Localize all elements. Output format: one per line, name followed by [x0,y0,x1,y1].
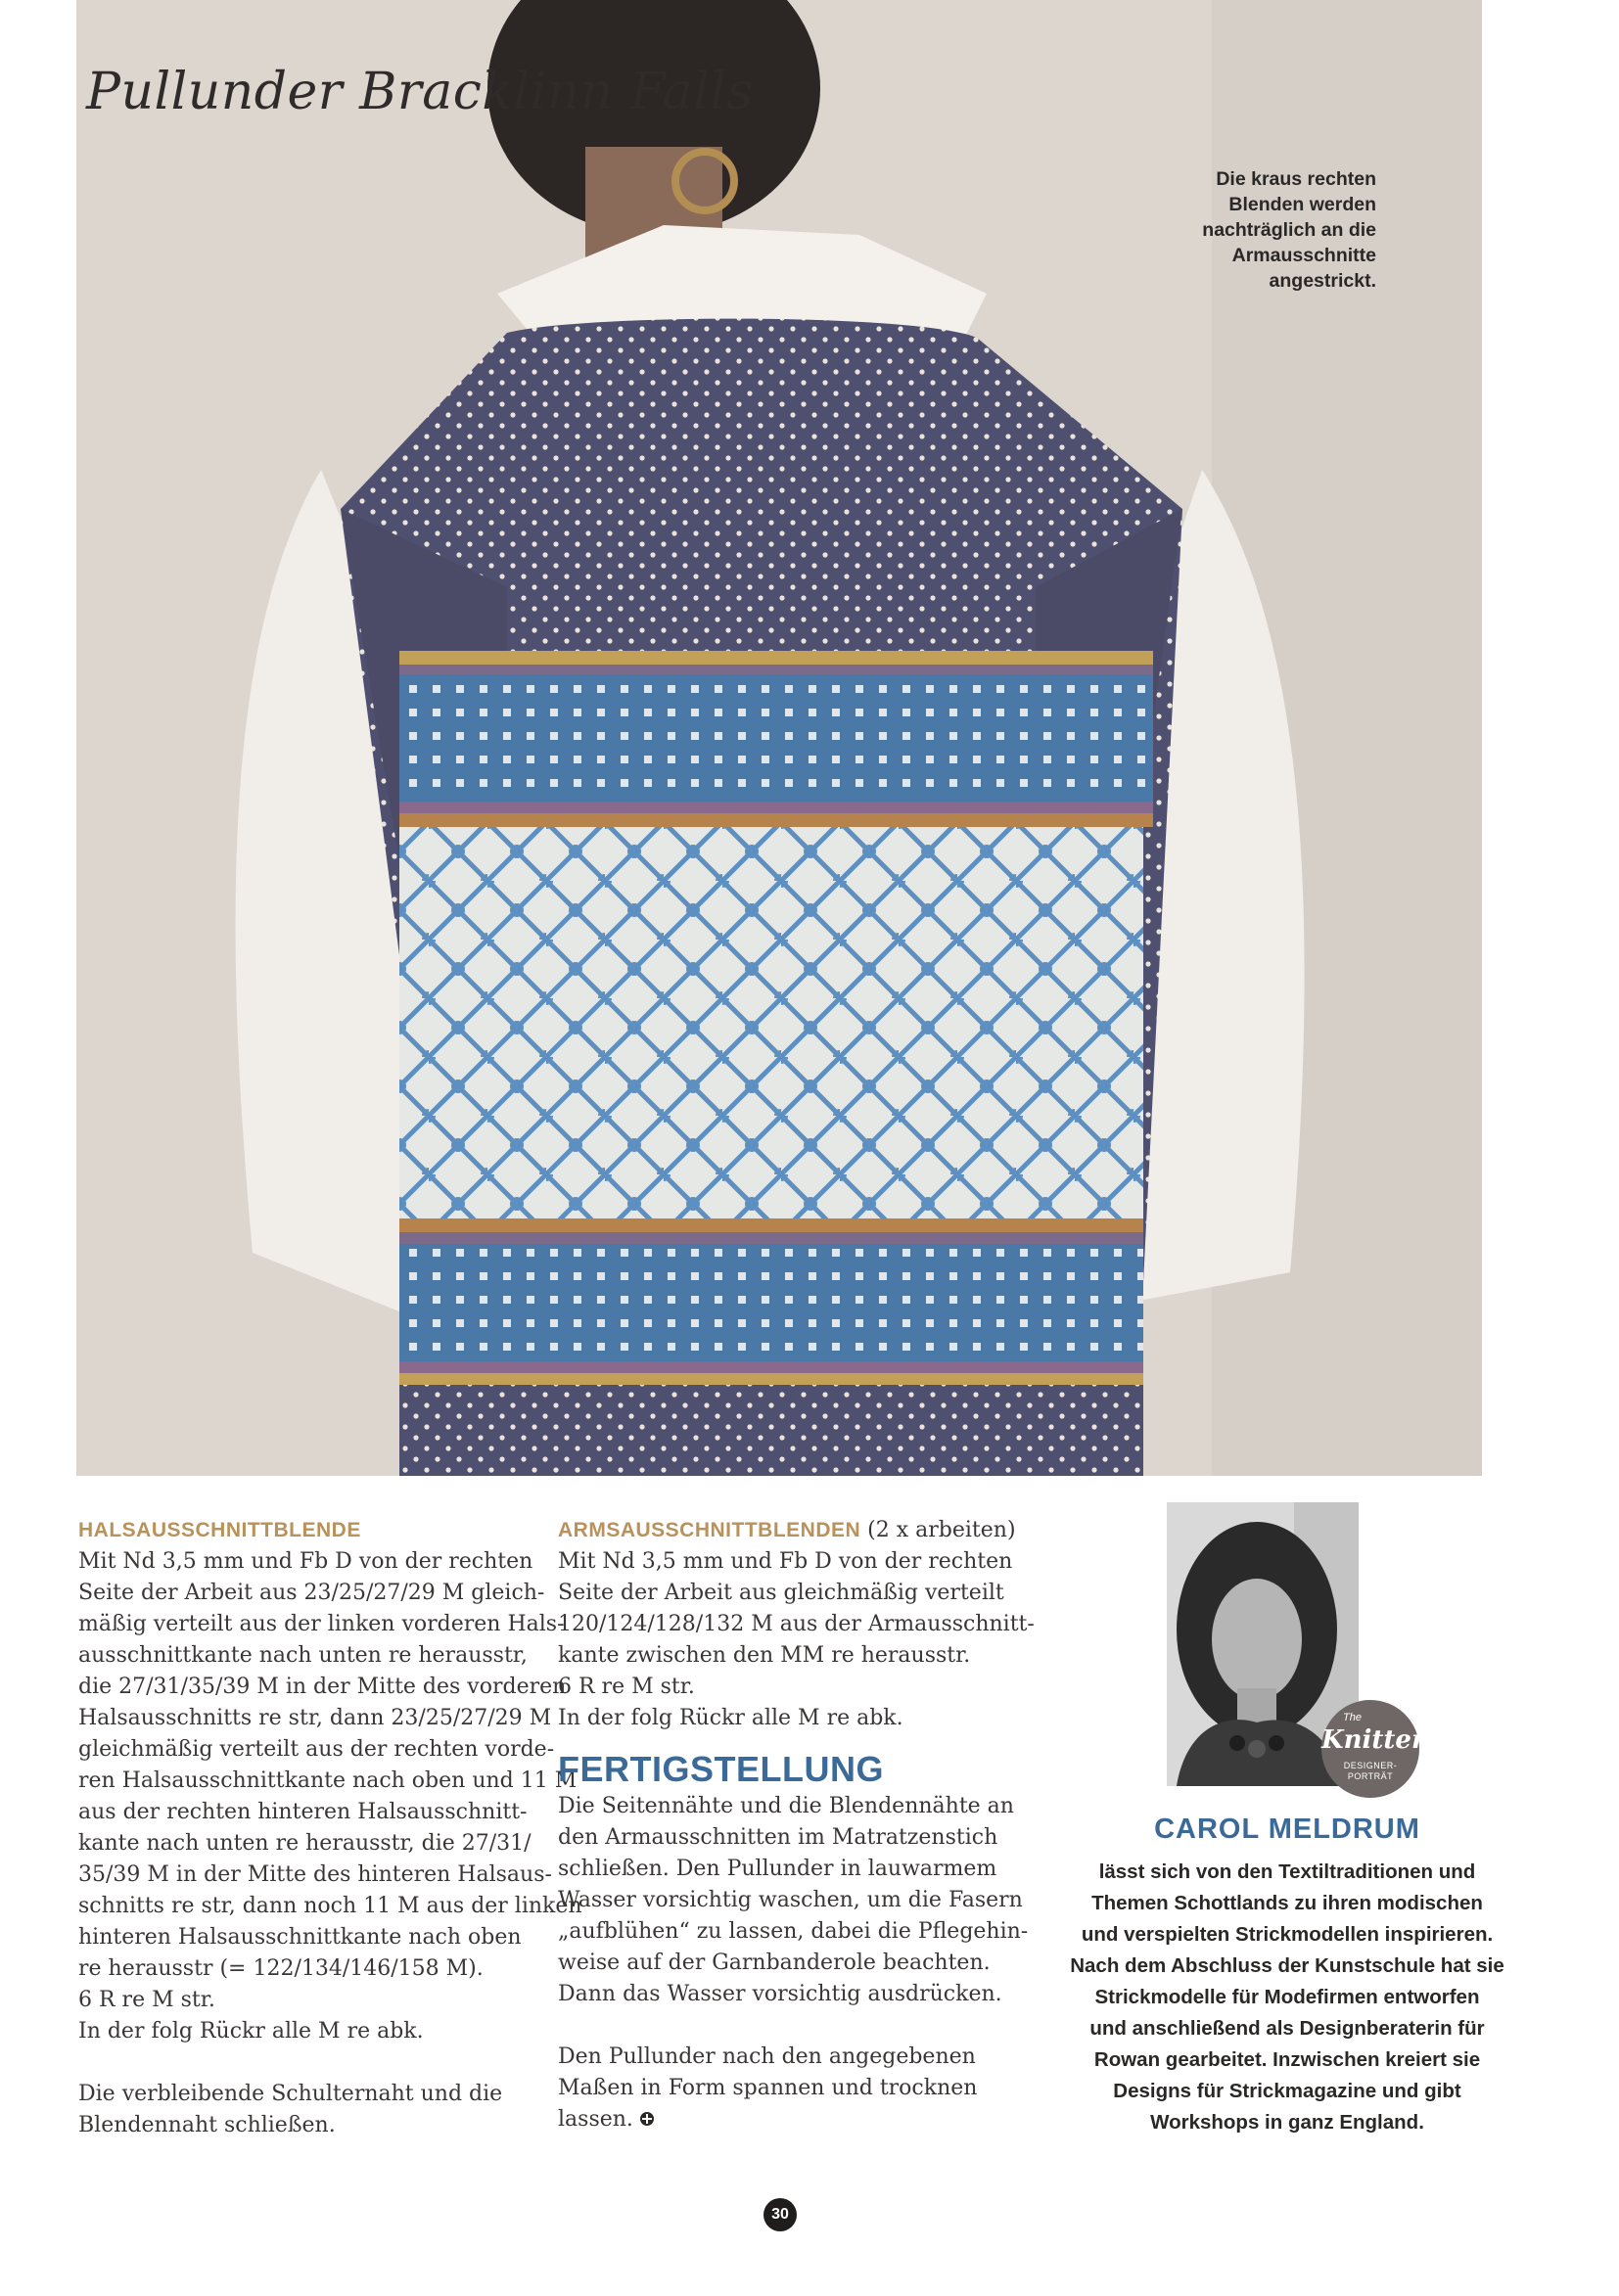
caption-line: nachträglich an die [1202,219,1376,241]
body-line: In der folg Rückr alle M re abk. [558,1706,903,1730]
body-line: kante nach unten re herausstr, die 27/31/ [78,1831,532,1856]
bio-line: Themen Schottlands zu ihren modischen [1091,1892,1483,1914]
caption-line: Blenden werden [1228,194,1376,215]
end-mark-icon [639,2111,655,2127]
body-line: Mit Nd 3,5 mm und Fb D von der rechten [78,1549,533,1574]
section-label-armsausschnittblenden: ARMSAUSSCHNITTBLENDEN [558,1519,861,1541]
body-line: Blendennaht schließen. [78,2113,336,2137]
body-line: schließen. Den Pullunder in lauwarmem [558,1857,997,1881]
body-line: aus der rechten hinteren Halsausschnitt- [78,1800,528,1824]
body-line: 6 R re M str. [558,1675,695,1699]
designer-bio [1028,1857,1547,2138]
body-line: kante zwischen den MM re herausstr. [558,1643,971,1668]
body-line: mäßig verteilt aus der linken vorderen Hals- [78,1612,565,1636]
body-line: ausschnittkante nach unten re herausstr, [78,1643,528,1668]
body-line: schnitts re str, dann noch 11 M aus der linken [78,1894,582,1918]
body-line: Wasser vorsichtig waschen, um die Fasern [558,1888,1023,1912]
body-line: hinteren Halsausschnittkante nach oben [78,1925,522,1950]
badge-subtitle: DESIGNER- [1343,1761,1398,1770]
bio-line: und anschließend als Designberaterin für [1089,2017,1485,2040]
caption-line: Die kraus rechten [1216,168,1376,190]
photo-caption [1141,166,1376,294]
body-line: „aufblühen“ zu lassen, dabei die Pflegehin- [558,1919,1029,1944]
body-line: ren Halsausschnittkante nach oben und 11 M [78,1768,578,1793]
bio-line: lässt sich von den Textiltraditionen und [1098,1860,1476,1883]
body-line: Seite der Arbeit aus gleichmäßig verteilt [558,1581,1004,1605]
body-line: Die Seitennähte und die Blendennähte an [558,1794,1014,1818]
body-line: Mit Nd 3,5 mm und Fb D von der rechten [558,1549,1013,1574]
body-line: Die verbleibende Schulternaht und die [78,2082,503,2106]
badge-brand: Knitter [1321,1725,1425,1755]
body-line: Dann das Wasser vorsichtig ausdrücken. [558,1982,1002,2006]
caption-line: Armausschnitte [1231,245,1376,266]
hero-photo [76,0,1482,1476]
body-line: Seite der Arbeit aus 23/25/27/29 M gleich- [78,1581,545,1605]
section-label-halsausschnittblende: HALSAUSSCHNITTBLENDE [78,1519,361,1541]
page-title: Pullunder Bracklinn Falls [86,63,754,121]
body-line: weise auf der Garnbanderole beachten. [558,1951,991,1975]
body-line: In der folg Rückr alle M re abk. [78,2019,424,2043]
badge-subtitle: PORTRÄT [1347,1771,1394,1781]
body-line: Den Pullunder nach den angegebenen [558,2044,976,2069]
column-halsausschnittblende [78,1515,582,2141]
bio-line: und verspielten Strickmodellen inspirieren. [1081,1923,1494,1946]
caption-line: angestrickt. [1269,270,1376,292]
body-line: Maßen in Form spannen und trocknen [558,2076,978,2100]
knitter-designer-badge [1321,1700,1425,1798]
body-line: gleichmäßig verteilt aus der rechten vorde- [78,1737,555,1762]
page-number: 30 [763,2198,797,2231]
body-line: den Armausschnitten im Matratzenstich [558,1825,998,1850]
section-heading-fertigstellung: FERTIGSTELLUNG [558,1749,884,1789]
bio-line: Designs für Strickmagazine und gibt [1113,2080,1461,2102]
column-armsausschnittblenden [558,1515,1035,2135]
body-line: lassen. [558,2107,633,2132]
designer-name: CAROL MELDRUM [1154,1814,1420,1845]
bio-line: Strickmodelle für Modefirmen entworfen [1094,1986,1480,2008]
bio-line: Nach dem Abschluss der Kunstschule hat sie [1070,1954,1504,1977]
bio-line: Workshops in ganz England. [1150,2111,1424,2134]
body-line: 120/124/128/132 M aus der Armausschnitt- [558,1612,1035,1636]
body-line: 35/39 M in der Mitte des hinteren Halsaus- [78,1862,552,1887]
bio-line: Rowan gearbeitet. Inzwischen kreiert sie [1093,2048,1481,2071]
body-line: Halsausschnitts re str, dann 23/25/27/29 M [78,1706,552,1730]
body-line: re herausstr (= 122/134/146/158 M). [78,1956,484,1981]
body-line: 6 R re M str. [78,1988,215,2012]
body-line: die 27/31/35/39 M in der Mitte des vorderen [78,1675,567,1699]
section-label-note: (2 x arbeiten) [860,1518,1016,1542]
badge-the: The [1343,1712,1362,1723]
